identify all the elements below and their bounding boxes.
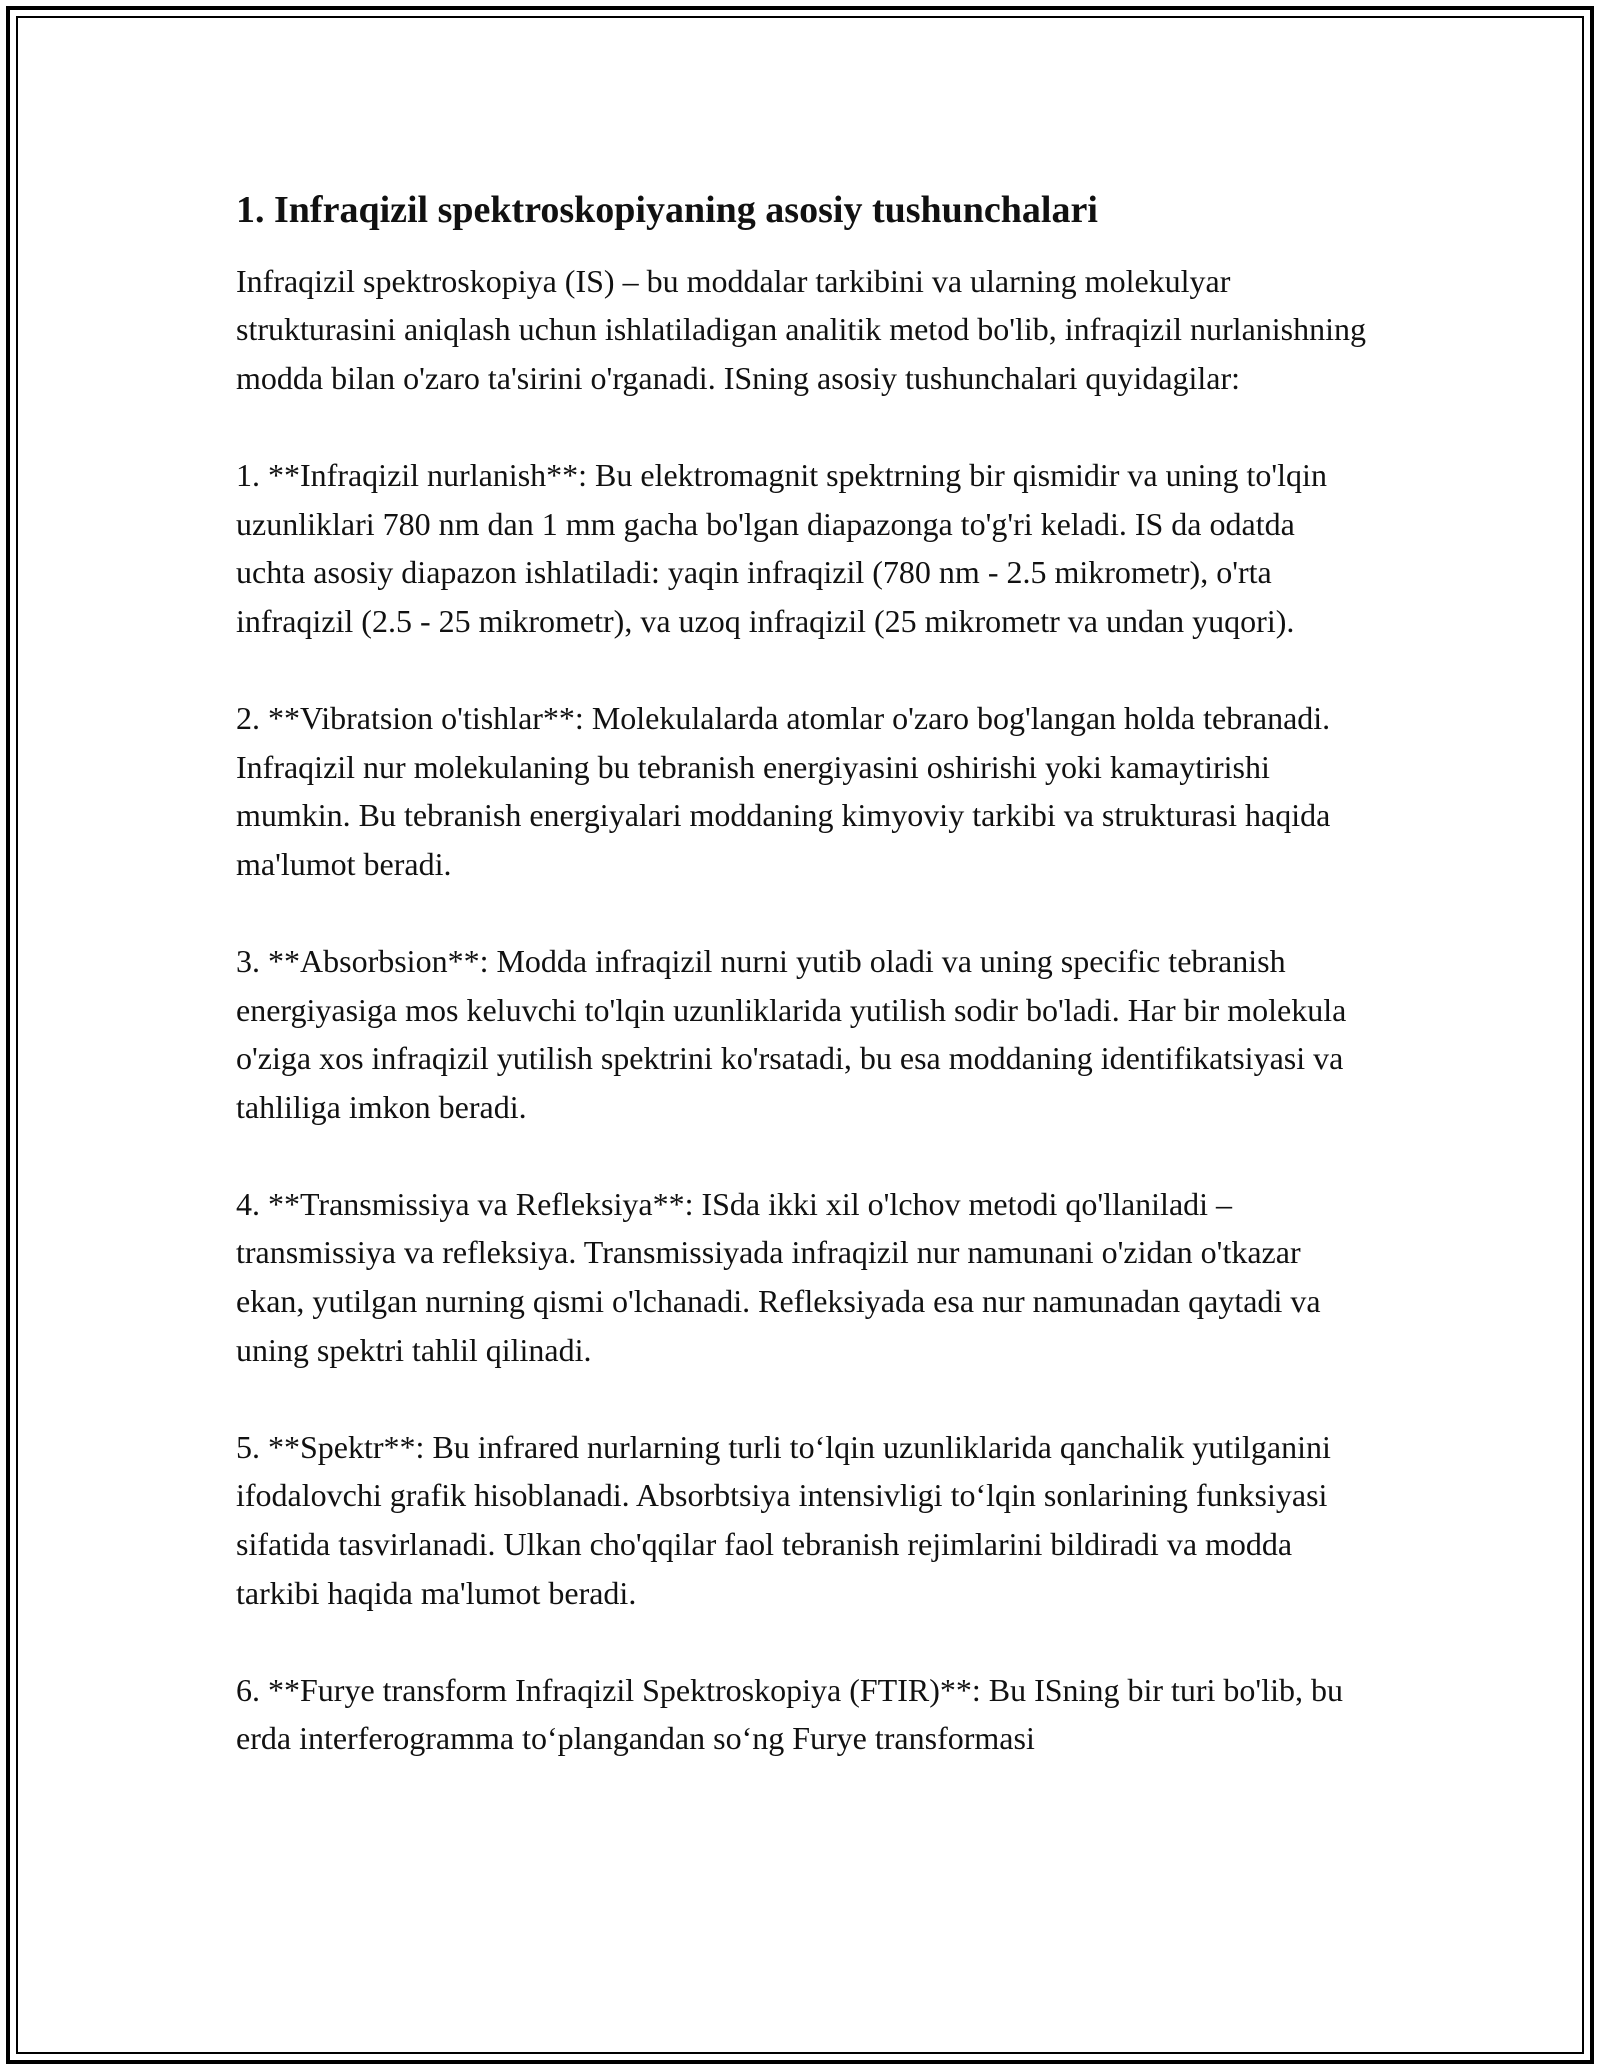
list-item-absorption: 3. **Absorbsion**: Modda infraqizil nurni yutib oladi va uning specific tebranish energiyasiga mos keluvchi to'lqin uzunliklarida yutilish sodir bo'ladi. Har bir molekula o'ziga xos infraqizil yutilish spektrini ko'rsatadi, bu esa moddaning identifikatsiyasi va tahliliga imkon beradi. (236, 942, 1347, 1125)
document-body (236, 188, 1366, 1812)
list-item-ftir: 6. **Furye transform Infraqizil Spektroskopiya (FTIR)**: Bu ISning bir turi bo'lib, bu erda interferogramma to‘plangandan so‘ng Furye transformasi (236, 1671, 1343, 1757)
list-item-spectrum: 5. **Spektr**: Bu infrared nurlarning turli to‘lqin uzunliklarida qanchalik yutilganini ifodalovchi grafik hisoblanadi. Absorbtsiya intensivligi to‘lqin sonlarining funksiyasi sifatida tasvirlanadi. Ulkan cho'qqilar faol tebranish rejimlarini bildiradi va modda tarkibi haqida ma'lumot beradi. (236, 1428, 1331, 1611)
list-item-vibrational-transitions: 2. **Vibratsion o'tishlar**: Molekulalarda atomlar o'zaro bog'langan holda tebranadi. Infraqizil nur molekulaning bu tebranish energiyasini oshirishi yoki kamaytirishi mumkin. Bu tebranish energiyalari moddaning kimyoviy tarkibi va strukturasi haqida ma'lumot beradi. (236, 699, 1331, 882)
list-item-transmission-reflection: 4. **Transmissiya va Refleksiya**: ISda ikki xil o'lchov metodi qo'llaniladi – transmissiya va refleksiya. Transmissiyada infraqizil nur namunani o'zidan o'tkazar ekan, yutilgan nurning qismi o'lchanadi. Refleksiyada esa nur namunadan qaytadi va uning spektri tahlil qilinadi. (236, 1185, 1321, 1368)
intro-paragraph: Infraqizil spektroskopiya (IS) – bu moddalar tarkibini va ularning molekulyar strukturasini aniqlash uchun ishlatiladigan analitik metod bo'lib, infraqizil nurlanishning modda bilan o'zaro ta'sirini o'rganadi. ISning asosiy tushunchalari quyidagilar: (236, 262, 1366, 396)
list-item-infrared-radiation: 1. **Infraqizil nurlanish**: Bu elektromagnit spektrning bir qismidir va uning to'lqin uzunliklari 780 nm dan 1 mm gacha bo'lgan diapazonga to'g'ri keladi. IS da odatda uchta asosiy diapazon ishlatiladi: yaqin infraqizil (780 nm - 2.5 mikrometr), o'rta infraqizil (2.5 - 25 mikrometr), va uzoq infraqizil (25 mikrometr va undan yuqori). (236, 456, 1327, 639)
section-heading: 1. Infraqizil spektroskopiyaning asosiy tushunchalari (236, 189, 1098, 231)
